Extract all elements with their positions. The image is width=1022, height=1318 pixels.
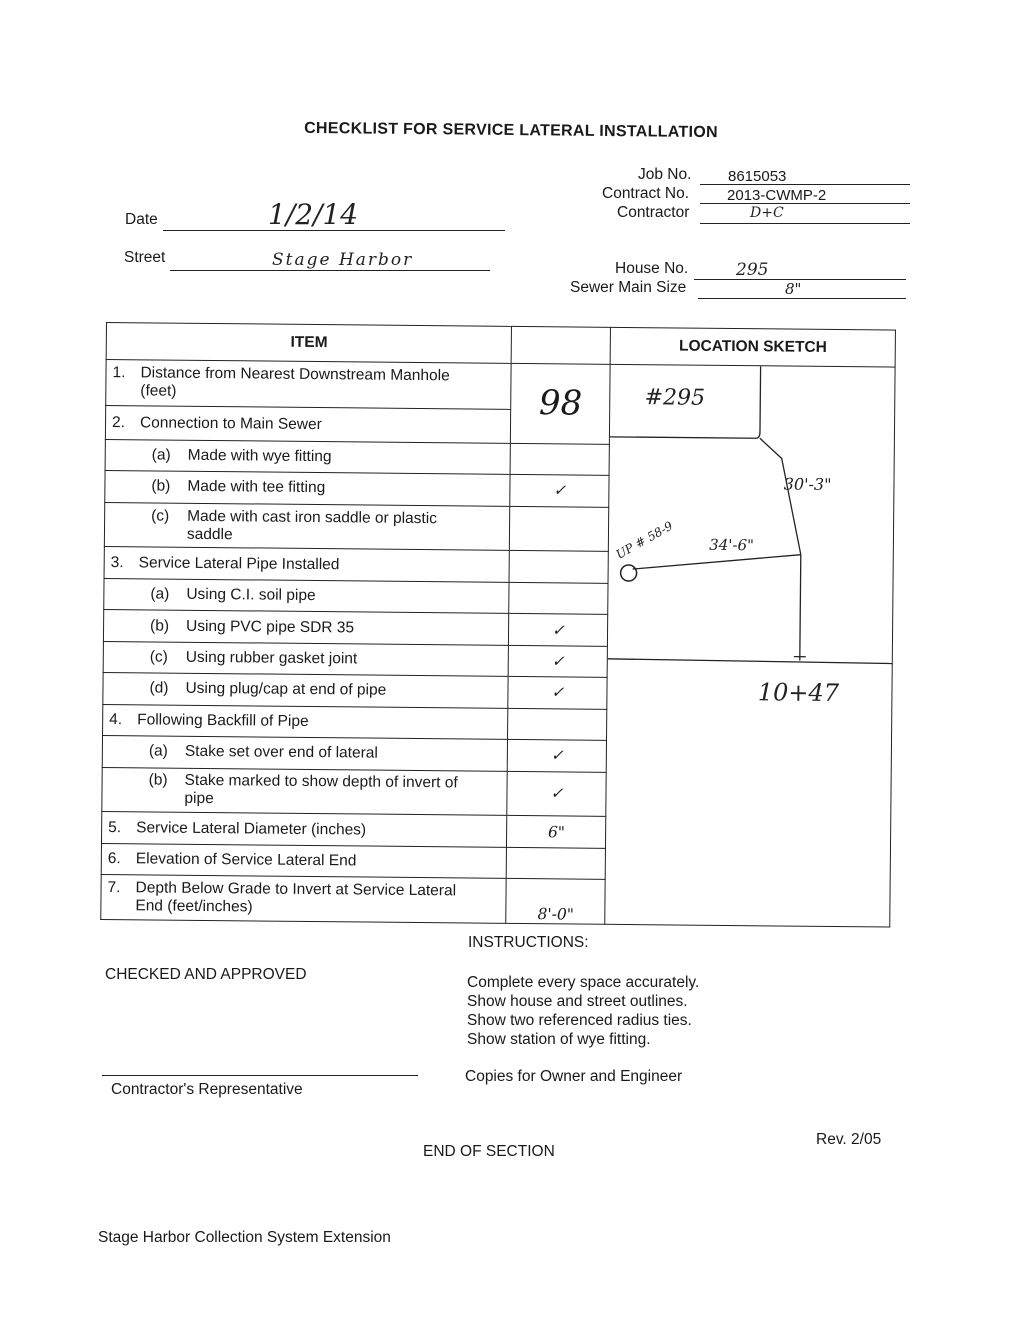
row-mark: ✓ (508, 740, 607, 772)
project-name: Stage Harbor Collection System Extension (98, 1229, 391, 1246)
table-row: (b) Using PVC pipe SDR 35 (103, 610, 509, 645)
station-label: 10+47 (757, 677, 840, 707)
table-row: 3. Service Lateral Pipe Installed (104, 547, 510, 582)
page-title: CHECKLIST FOR SERVICE LATERAL INSTALLATION (304, 119, 718, 142)
row-mark: ✓ (509, 645, 608, 677)
instruction-line: Show station of wye fitting. (467, 1031, 651, 1048)
instructions-heading: INSTRUCTIONS: (468, 934, 589, 951)
job-no-label: Job No. (638, 166, 692, 183)
end-of-section: END OF SECTION (423, 1143, 555, 1160)
table-row: 5. Service Lateral Diameter (inches) (101, 812, 507, 847)
row-mark: 98 (511, 363, 611, 444)
table-row: 6. Elevation of Service Lateral End (101, 843, 507, 878)
job-no-value: 8615053 (728, 168, 787, 185)
date-value: 1/2/14 (268, 198, 359, 231)
contractor-rep-label: Contractor's Representative (111, 1081, 303, 1098)
tie1-label: 30'-3" (783, 474, 832, 494)
table-row: (a) Stake set over end of lateral (102, 736, 508, 771)
instruction-line: Show house and street outlines. (467, 993, 688, 1010)
copies-note: Copies for Owner and Engineer (465, 1068, 683, 1085)
instructions-list (467, 973, 699, 1049)
checklist-table (100, 322, 896, 928)
table-row: (a) Using C.I. soil pipe (104, 578, 510, 613)
contract-no-label: Contract No. (602, 185, 690, 202)
table-row: (b) Made with tee fitting (105, 471, 511, 506)
row-mark (510, 506, 609, 552)
table-row: 4. Following Backfill of Pipe (103, 704, 509, 739)
table-row: (a) Made with wye fitting (105, 439, 511, 474)
table-row: (d) Using plug/cap at end of pipe (103, 673, 509, 708)
row-mark (508, 708, 607, 740)
row-mark: ✓ (508, 677, 607, 709)
contractor-value: D+C (750, 205, 784, 221)
contract-no-value: 2013-CWMP-2 (727, 187, 827, 204)
checked-approved: CHECKED AND APPROVED (105, 966, 307, 983)
row-mark: 8'-0" (506, 879, 605, 925)
table-row: 7. Depth Below Grade to Invert at Service Lateral End (feet/inches) (101, 875, 507, 924)
street-value: Stage Harbor (272, 250, 414, 270)
revision: Rev. 2/05 (816, 1131, 882, 1148)
row-mark: ✓ (510, 475, 609, 507)
table-row: (c) Using rubber gasket joint (103, 641, 509, 676)
date-label: Date (125, 211, 158, 228)
house-label: #295 (644, 384, 706, 411)
row-mark: ✓ (509, 614, 608, 646)
sketch-header: LOCATION SKETCH (610, 327, 895, 366)
row-mark (510, 443, 609, 475)
table-row: 1. Distance from Nearest Downstream Manhole (feet) (106, 359, 512, 410)
row-mark: 6" (507, 816, 606, 848)
instruction-line: Complete every space accurately. (467, 974, 700, 991)
tie2-label: 34'-6" (709, 535, 755, 554)
table-row: (b) Stake marked to show depth of invert of pipe (102, 767, 508, 816)
contractor-label: Contractor (617, 204, 690, 221)
house-no-value: 295 (736, 260, 769, 280)
row-mark: ✓ (507, 771, 606, 817)
table-row: (c) Made with cast iron saddle or plastic saddle (104, 502, 510, 551)
pole-label: UP # 58-9 (613, 518, 676, 562)
sewer-main-label: Sewer Main Size (570, 279, 687, 296)
sewer-main-value: 8" (785, 280, 802, 298)
instruction-line: Show two referenced radius ties. (467, 1012, 692, 1029)
street-label: Street (124, 249, 166, 266)
item-header: ITEM (106, 323, 512, 363)
row-mark (507, 847, 606, 879)
row-mark (509, 582, 608, 614)
house-no-label: House No. (615, 260, 689, 277)
location-sketch (605, 364, 895, 927)
row-mark (509, 551, 608, 583)
table-row: 2. Connection to Main Sewer (105, 406, 511, 443)
